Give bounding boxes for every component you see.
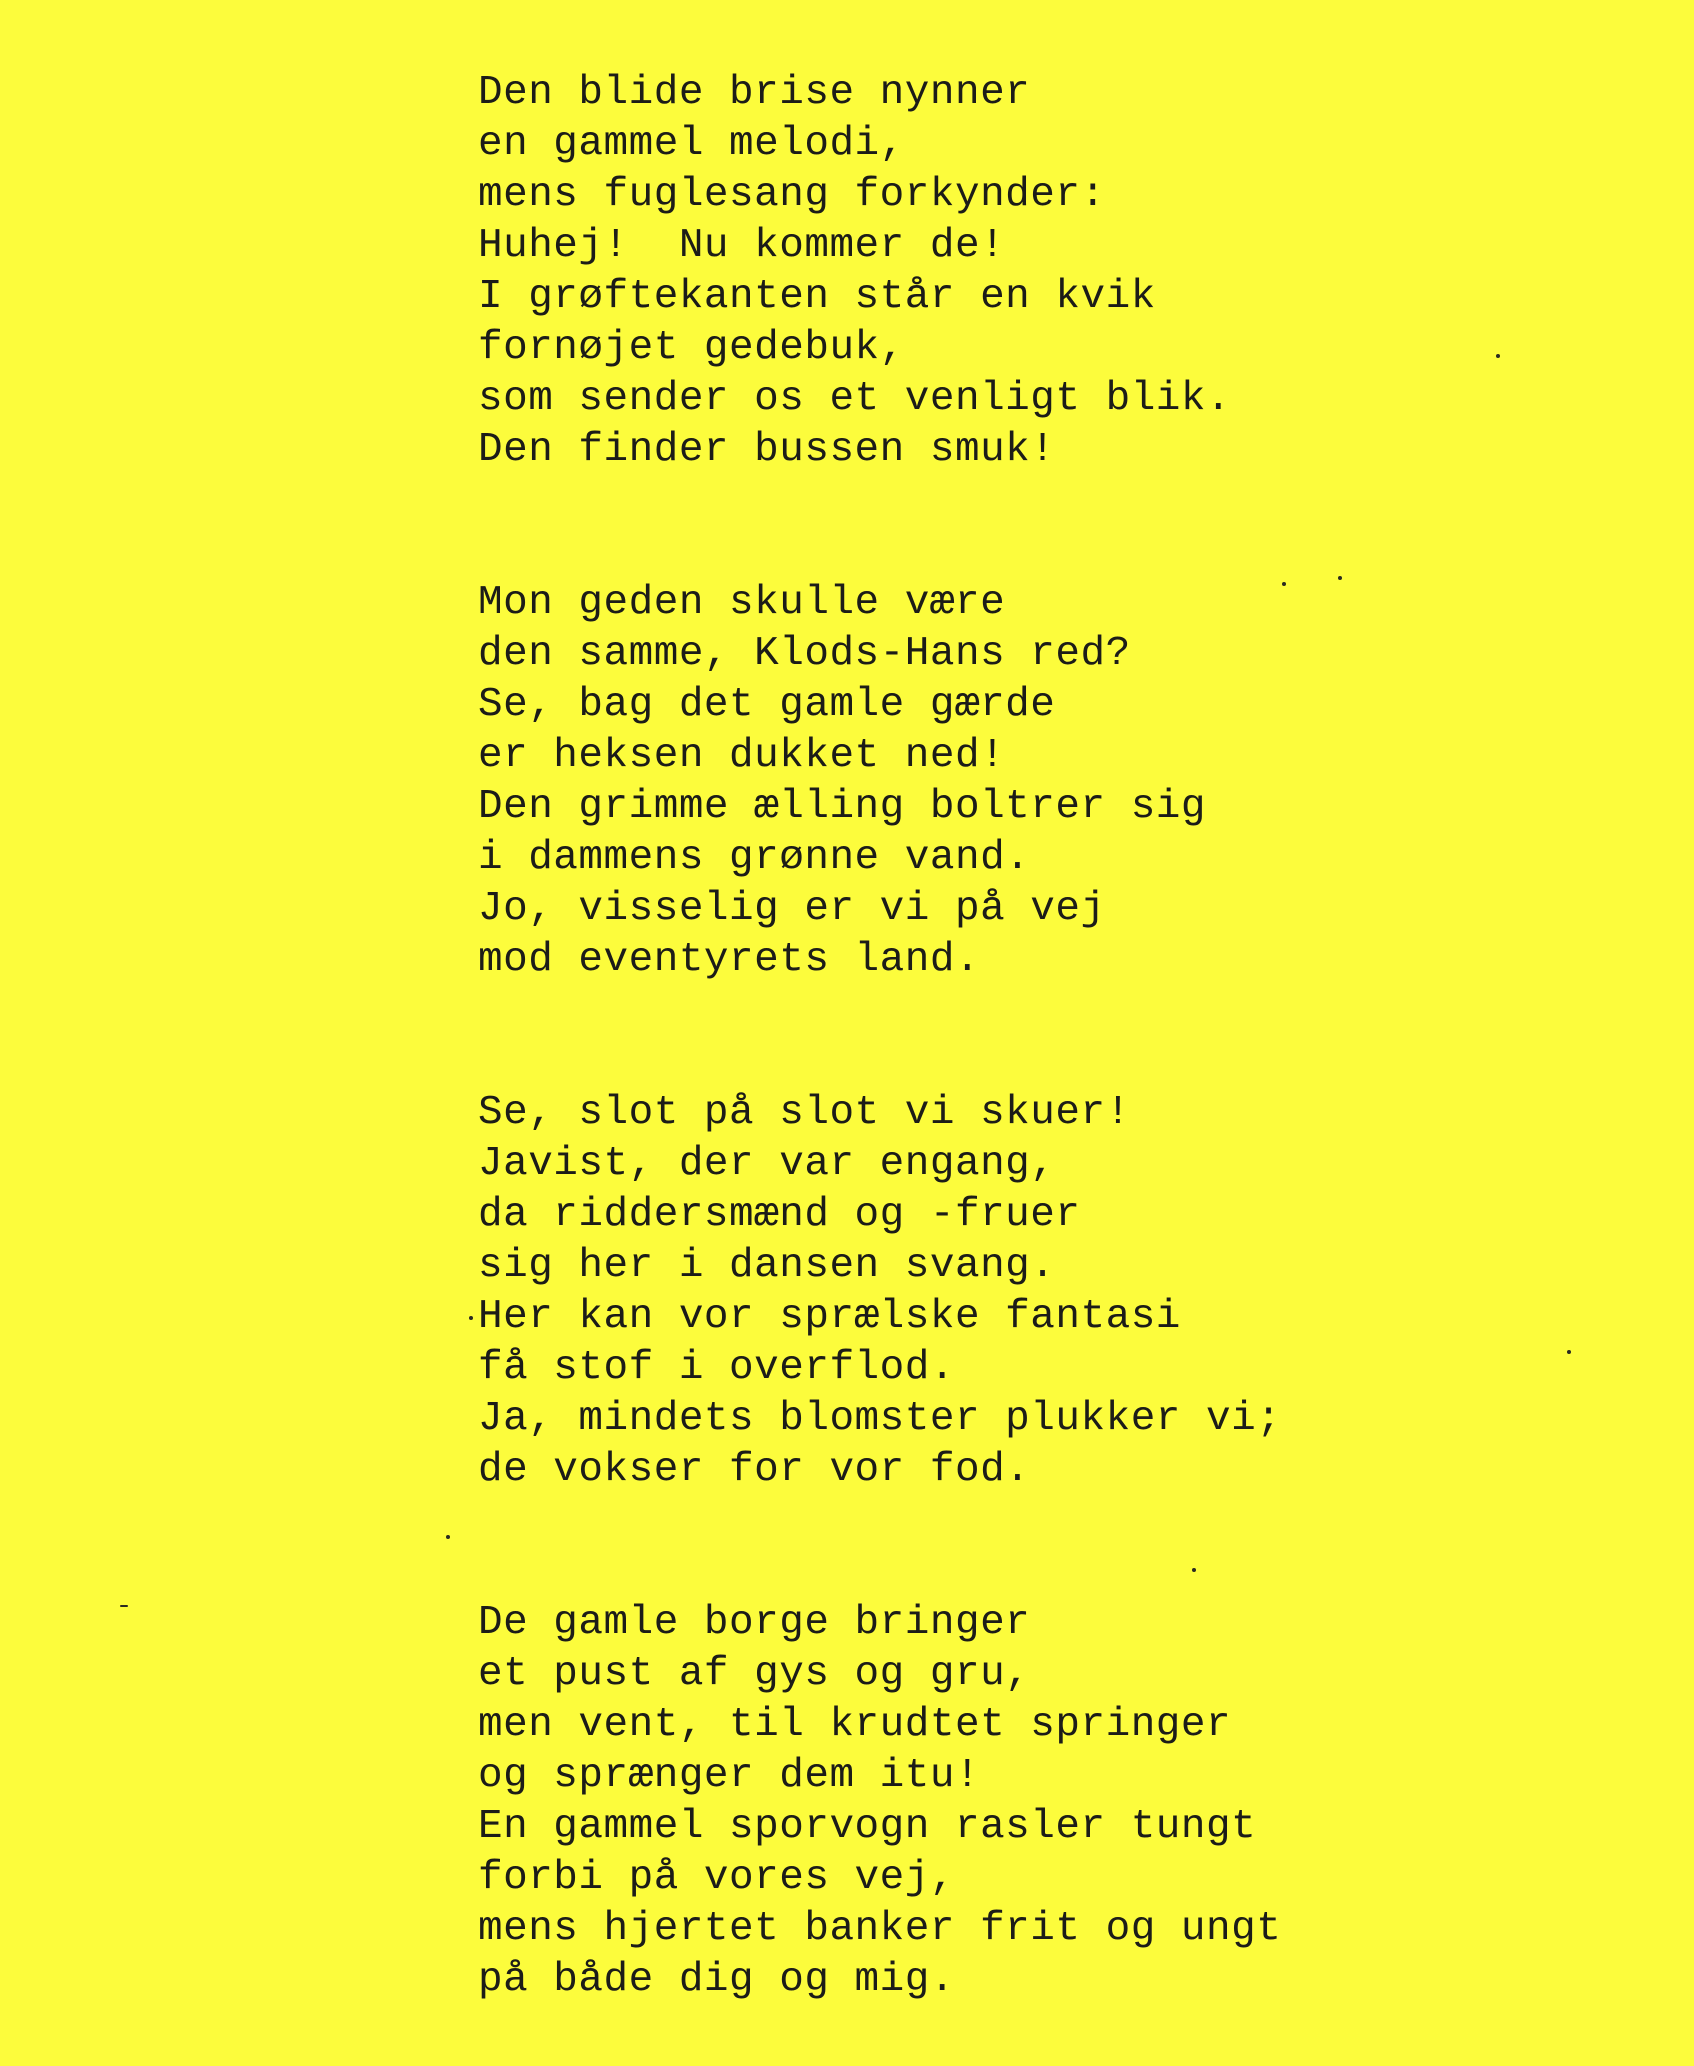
stanza-2 xyxy=(478,578,1628,986)
stanza-1 xyxy=(478,68,1628,476)
poem-line: I grøftekanten står en kvik xyxy=(478,274,1156,320)
paper-speck xyxy=(1496,354,1500,358)
poem-line: Jo, visselig er vi på vej xyxy=(478,886,1106,932)
poem-line: Mon geden skulle være xyxy=(478,580,1006,626)
poem-line: Se, bag det gamle gærde xyxy=(478,682,1056,728)
poem-line: da riddersmænd og -fruer xyxy=(478,1192,1081,1238)
poem-line: sig her i dansen svang. xyxy=(478,1243,1056,1289)
poem-line: De gamle borge bringer xyxy=(478,1600,1031,1646)
poem-line: fornøjet gedebuk, xyxy=(478,325,905,371)
poem-line: den samme, Klods-Hans red? xyxy=(478,631,1131,677)
poem-line: i dammens grønne vand. xyxy=(478,835,1031,881)
stanza-3 xyxy=(478,1088,1628,1496)
poem-line: Den blide brise nynner xyxy=(478,70,1031,116)
paper-speck xyxy=(120,1605,128,1607)
paper-speck xyxy=(1282,582,1286,586)
poem-line: Ja, mindets blomster plukker vi; xyxy=(478,1396,1282,1442)
poem-line: Se, slot på slot vi skuer! xyxy=(478,1090,1131,1136)
poem xyxy=(478,68,1628,2006)
poem-line: forbi på vores vej, xyxy=(478,1855,955,1901)
poem-line: som sender os et venligt blik. xyxy=(478,376,1232,422)
paper-speck xyxy=(469,1316,473,1320)
paper-speck xyxy=(1192,1568,1196,1572)
poem-line: få stof i overflod. xyxy=(478,1345,955,1391)
paper-speck xyxy=(1567,1350,1571,1354)
stanza-4 xyxy=(478,1598,1628,2006)
poem-line: mens hjertet banker frit og ungt xyxy=(478,1906,1282,1952)
poem-line: en gammel melodi, xyxy=(478,121,905,167)
poem-line: men vent, til krudtet springer xyxy=(478,1702,1232,1748)
poem-line: på både dig og mig. xyxy=(478,1957,955,2003)
poem-line: mens fuglesang forkynder: xyxy=(478,172,1106,218)
poem-line: Den grimme ælling boltrer sig xyxy=(478,784,1207,830)
poem-line: En gammel sporvogn rasler tungt xyxy=(478,1804,1257,1850)
poem-line: er heksen dukket ned! xyxy=(478,733,1006,779)
poem-line: Huhej! Nu kommer de! xyxy=(478,223,1006,269)
poem-line: Javist, der var engang, xyxy=(478,1141,1056,1187)
poem-line: Her kan vor sprælske fantasi xyxy=(478,1294,1181,1340)
poem-line: og sprænger dem itu! xyxy=(478,1753,981,1799)
poem-line: et pust af gys og gru, xyxy=(478,1651,1031,1697)
paper-speck xyxy=(1338,576,1342,580)
poem-line: de vokser for vor fod. xyxy=(478,1447,1031,1493)
poem-line: mod eventyrets land. xyxy=(478,937,981,983)
paper-speck xyxy=(446,1535,450,1539)
poem-line: Den finder bussen smuk! xyxy=(478,427,1056,473)
